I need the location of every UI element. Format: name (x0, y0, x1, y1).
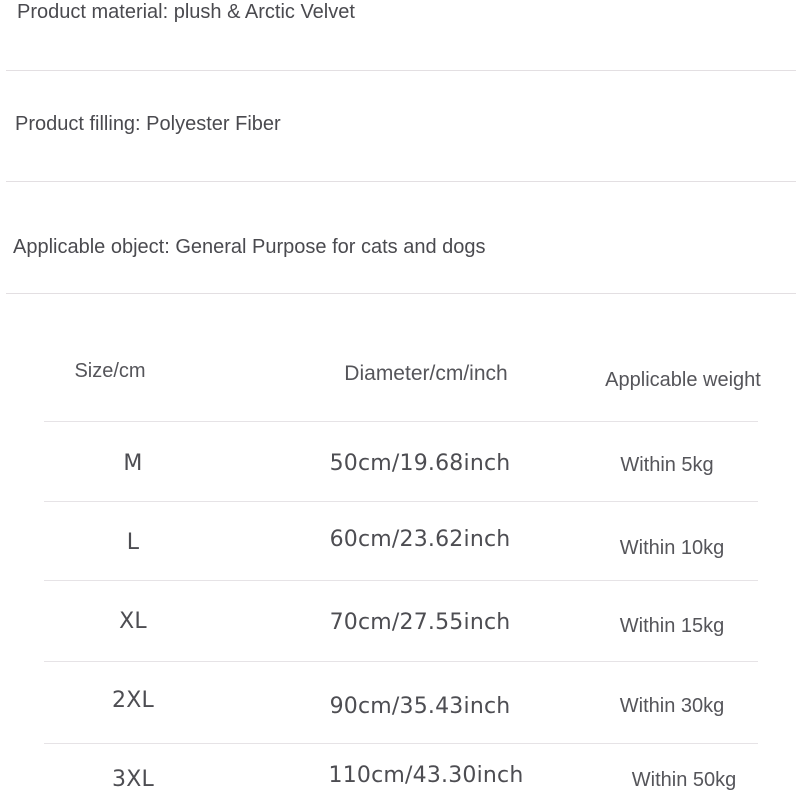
row-divider (44, 580, 758, 581)
size-cell: XL (119, 609, 147, 634)
spec-material: Product material: plush & Arctic Velvet (17, 1, 355, 23)
diameter-cell: 60cm/23.62inch (329, 527, 511, 552)
size-cell: L (126, 530, 140, 555)
weight-cell: Within 30kg (619, 695, 725, 717)
spec-filling: Product filling: Polyester Fiber (15, 113, 281, 135)
diameter-cell: 50cm/19.68inch (329, 451, 511, 476)
weight-cell: Within 5kg (620, 454, 714, 476)
diameter-cell: 90cm/35.43inch (329, 694, 511, 719)
size-cell: M (123, 451, 143, 476)
row-divider (44, 421, 758, 422)
header-size: Size/cm (74, 360, 146, 382)
row-divider (44, 661, 758, 662)
row-divider (44, 743, 758, 744)
size-cell: 2XL (112, 688, 154, 713)
header-weight: Applicable weight (605, 369, 761, 391)
row-divider (44, 501, 758, 502)
divider (6, 181, 796, 182)
diameter-cell: 110cm/43.30inch (328, 763, 524, 788)
weight-cell: Within 10kg (619, 537, 725, 559)
diameter-cell: 70cm/27.55inch (329, 610, 511, 635)
weight-cell: Within 15kg (619, 615, 725, 637)
divider (6, 293, 796, 294)
header-diameter: Diameter/cm/inch (344, 362, 508, 385)
spec-applicable-object: Applicable object: General Purpose for cats and dogs (13, 236, 486, 258)
divider (6, 70, 796, 71)
weight-cell: Within 50kg (631, 769, 737, 791)
size-cell: 3XL (112, 767, 154, 792)
